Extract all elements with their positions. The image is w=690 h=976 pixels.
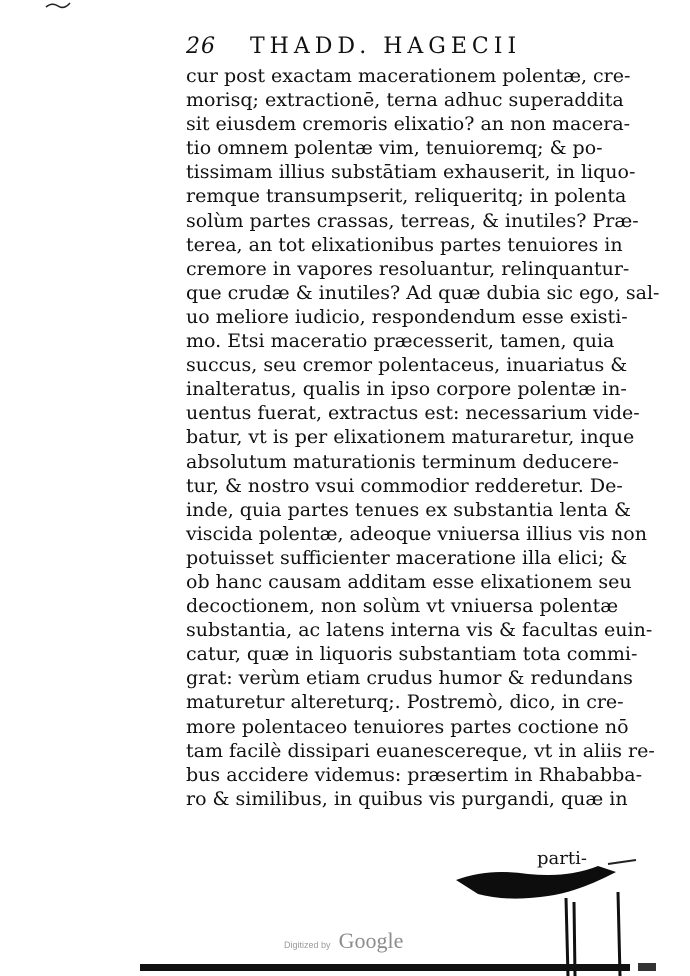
text-line: grat: verùm etiam crudus humor & redundans <box>186 667 633 690</box>
text-line: ro & similibus, in quibus vis purgandi, quæ in <box>186 787 628 810</box>
text-line: tam facilè dissipari euanescereque, vt in aliis re- <box>186 739 655 762</box>
corner-ink-mark <box>44 0 72 10</box>
text-line: catur, quæ in liquoris substantiam tota commi- <box>186 643 638 666</box>
text-line: maturetur altereturq;. Postremò, dico, in cre- <box>186 691 624 714</box>
text-line: viscida polentæ, adeoque vniuersa illius vis non <box>186 522 647 545</box>
google-logo-text: Google <box>338 928 404 953</box>
google-watermark <box>284 928 403 954</box>
text-line: decoctionem, non solùm vt vniuersa polentæ <box>186 595 619 618</box>
text-line: inde, quia partes tenues ex substantia lenta & <box>186 498 631 521</box>
text-line: succus, seu cremor polentaceus, inuariatus & <box>186 354 628 377</box>
text-line: morisq; extractionē, terna adhuc superaddita <box>186 89 624 112</box>
page-edge-bar <box>140 960 660 976</box>
text-line: bus accidere videmus: præsertim in Rhababba- <box>186 763 643 786</box>
ink-blot-mark <box>448 858 638 976</box>
text-line: tissimam illius substātiam exhauserit, in liquo- <box>186 161 636 184</box>
text-line: tio omnem polentæ vim, tenuioremq; & po- <box>186 137 603 160</box>
text-line: more polentaceo tenuiores partes coctione nō <box>186 715 629 738</box>
running-head <box>186 34 606 64</box>
text-line: cremore in vapores resoluantur, relinquantur- <box>186 257 630 280</box>
text-line: sit eiusdem cremoris elixatio? an non macera- <box>186 113 631 136</box>
catchword: parti- <box>537 848 587 869</box>
text-line: remque transumpserit, reliqueritq; in polenta <box>186 185 627 208</box>
page-number: 26 <box>186 34 216 59</box>
running-title: THADD. HAGECII <box>250 34 522 59</box>
text-line: ob hanc causam additam esse elixationem seu <box>186 570 632 593</box>
text-line: cur post exactam macerationem polentæ, cre- <box>186 65 631 87</box>
text-line: tur, & nostro vsui commodior redderetur. De- <box>186 474 623 497</box>
text-line: absolutum maturationis terminum deducere- <box>186 450 619 473</box>
text-line: uo meliore iudicio, respondendum esse existi- <box>186 305 628 328</box>
text-line: que crudæ & inutiles? Ad quæ dubia sic ego, sal- <box>186 281 660 304</box>
text-line: batur, vt is per elixationem maturaretur, inque <box>186 426 635 449</box>
text-line: terea, an tot elixationibus partes tenuiores in <box>186 233 623 256</box>
text-line: uentus fuerat, extractus est: necessarium vide- <box>186 402 640 425</box>
text-line: substantia, ac latens interna vis & facultas euin- <box>186 619 653 642</box>
text-line: inalteratus, qualis in ipso corpore polentæ in- <box>186 378 627 401</box>
text-line: potuisset sufficienter maceratione illa elici; & <box>186 546 628 569</box>
text-line: mo. Etsi maceratio præcesserit, tamen, quia <box>186 330 615 353</box>
body-text <box>186 64 660 811</box>
watermark-small-text: Digitized by <box>284 940 331 950</box>
text-line: solùm partes crassas, terreas, & inutiles? Præ- <box>186 209 639 232</box>
